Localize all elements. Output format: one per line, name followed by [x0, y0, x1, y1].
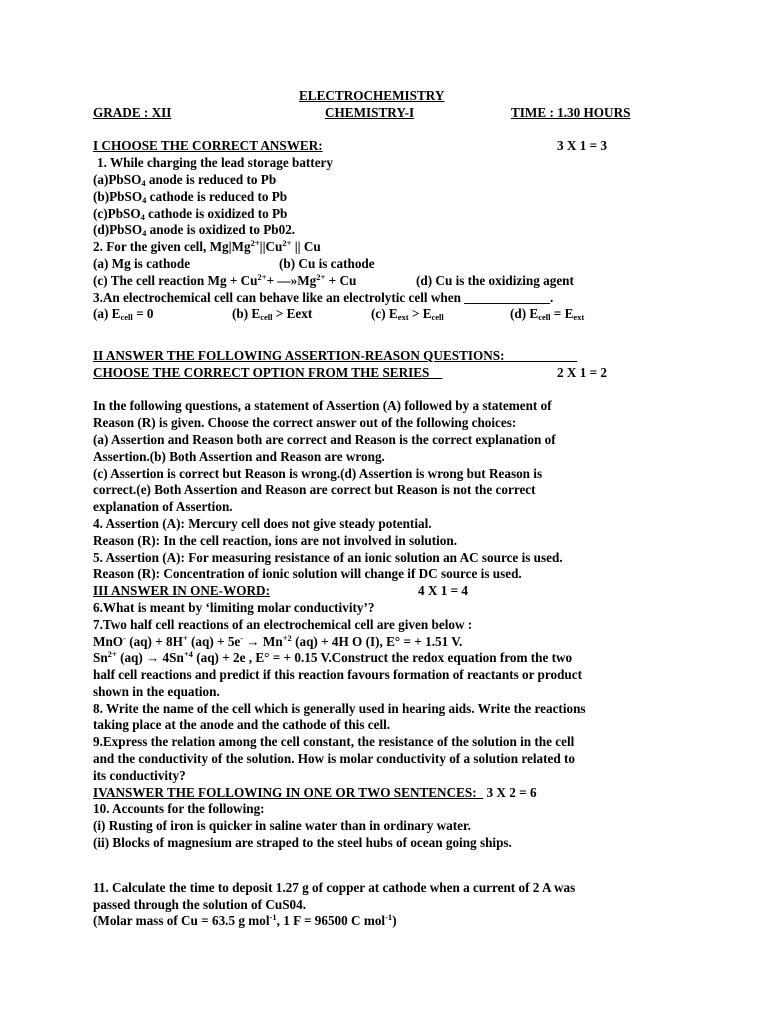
q1-stem: 1. While charging the lead storage battery	[97, 155, 334, 171]
time-label: TIME : 1.30 HOURS	[511, 104, 631, 120]
section2-heading-line-2	[93, 365, 683, 382]
section1-marks: 3 X 1 = 3	[557, 138, 608, 154]
q1-option-d: (d)PbSO$_4$ anode is oxidized to Pb02.	[93, 222, 296, 239]
q8-line: 8. Write the name of the cell which is generally used in hearing aids. Write the reactions	[93, 700, 586, 716]
q7-line-4: shown in the equation.	[93, 683, 220, 699]
q1-option-a: (a)PbSO$_4$ anode is reduced to Pb	[93, 171, 277, 188]
q3-option-a: (a) $E_{cell} = 0$	[93, 306, 154, 323]
q7-equation-1: MnO- (aq) + 8H+ $(aq) + 5e^- \to Mn^{+2}$ (aq) + 4H O (I), E° = + 1.51 V.	[93, 632, 463, 649]
q6: 6.What is meant by ‘limiting molar conductivity’?	[93, 599, 375, 615]
q3-option-d: (d) $E_{cell} = E_{ext}$	[510, 306, 585, 323]
q2-option-d: (d) Cu is the oxidizing agent	[416, 272, 574, 288]
q3-options	[93, 306, 683, 323]
q1-option-b: (b)PbSO$_4$ cathode is reduced to Pb	[93, 188, 288, 205]
q3-stem: 3.An electrochemical cell can behave like an electrolytic cell when _____________.	[93, 289, 554, 305]
q5-reason: Reason (R): Concentration of ionic solution will change if DC source is used.	[93, 566, 522, 582]
q11-line-2: passed through the solution of CuS04.	[93, 896, 307, 912]
question-paper	[93, 88, 683, 930]
q10-line: 10. Accounts for the following:	[93, 801, 265, 817]
instruction-line: In the following questions, a statement of Assertion (A) followed by a statement of	[93, 398, 552, 414]
q7-line-3: half cell reactions and predict if this reaction favours formation of reactants or product	[93, 667, 582, 683]
section4-heading: IVANSWER THE FOLLOWING IN ONE OR TWO SENTENCES:	[93, 784, 484, 800]
q4-assertion: 4. Assertion (A): Mercury cell does not give steady potential.	[93, 515, 432, 531]
header-info-line	[93, 105, 683, 122]
q7-intro: 7.Two half cell reactions of an electrochemical cell are given below :	[93, 616, 473, 632]
q3-option-b: (b) $E_{cell}$ > Eext	[232, 306, 313, 323]
section3-heading: III ANSWER IN ONE-WORD:	[93, 583, 270, 599]
section2-heading-2: CHOOSE THE CORRECT OPTION FROM THE SERIES	[93, 364, 443, 380]
assertion-instructions	[93, 398, 683, 516]
q3-option-c: (c) $E_{ext} > E_{cell}$	[371, 306, 444, 323]
instruction-line: (c) Assertion is correct but Reason is wrong.(d) Assertion is wrong but Reason is	[93, 465, 543, 481]
paper-label: CHEMISTRY-I	[325, 104, 415, 120]
subject-title: ELECTROCHEMISTRY	[299, 88, 445, 103]
q2-options-cd	[93, 273, 683, 290]
q7-equation-2: $Sn^{2+}$ $(aq) \to 4Sn^{+4}$ (aq) + 2e , E° = + 0.15 V.Construct the redox equation from the two	[93, 649, 573, 666]
q2-option-c: (c) The cell reaction $Mg + Cu^{2+}+$ $—»Mg^{2+} + Cu$	[93, 271, 357, 288]
section4-heading-line	[93, 785, 683, 802]
instruction-line: Assertion.(b) Both Assertion and Reason are wrong.	[93, 448, 385, 464]
q10-line: (i) Rusting of iron is quicker in saline water than in ordinary water.	[93, 818, 471, 834]
q11-line-1: 11. Calculate the time to deposit 1.27 g of copper at cathode when a current of 2 A was	[93, 879, 576, 895]
q9-line: 9.Express the relation among the cell constant, the resistance of the solution in the cell	[93, 734, 575, 750]
q9-line: its conductivity?	[93, 767, 186, 783]
q2-options-ab	[93, 256, 683, 273]
section3-marks: 4 X 1 = 4	[418, 583, 469, 599]
q1-option-c: (c)PbSO$_4$ cathode is oxidized to Pb	[93, 205, 288, 222]
q2-option-b: (b) Cu is cathode	[279, 255, 375, 271]
section3-heading-line	[93, 583, 683, 600]
section1-heading-line	[93, 138, 683, 155]
section4-marks: 3 X 2 = 6	[483, 784, 537, 800]
section1-heading: I CHOOSE THE CORRECT ANSWER:	[93, 138, 323, 154]
instruction-line: Reason (R) is given. Choose the correct answer out of the following choices:	[93, 415, 517, 431]
instruction-line: (a) Assertion and Reason both are correct and Reason is the correct explanation of	[93, 431, 556, 447]
q10-line: (ii) Blocks of magnesium are straped to the steel hubs of ocean going ships.	[93, 835, 512, 851]
section2-marks: 2 X 1 = 2	[557, 364, 608, 380]
q4-reason: Reason (R): In the cell reaction, ions are not involved in solution.	[93, 532, 458, 548]
q2-stem: 2. For the given cell, $Mg|Mg^{2+}||Cu^{2+}$ || Cu	[93, 238, 321, 255]
grade-label: GRADE : XII	[93, 104, 172, 120]
q8-line: taking place at the anode and the cathode of this cell.	[93, 717, 391, 733]
q5-assertion: 5. Assertion (A): For measuring resistance of an ionic solution an AC source is used.	[93, 549, 563, 565]
instruction-line: explanation of Assertion.	[93, 499, 233, 515]
header-title-line	[93, 88, 683, 105]
q9-line: and the conductivity of the solution. How is molar conductivity of a solution related to	[93, 751, 575, 767]
q2-option-a: (a) Mg is cathode	[93, 255, 191, 271]
section2-heading-1: II ANSWER THE FOLLOWING ASSERTION-REASON QUESTIONS:___________	[93, 347, 578, 363]
q11-line-3: (Molar mass of Cu = 63.5 g mol$^{-1}$, 1 F = 96500 C mol$^{-1}$)	[93, 912, 397, 929]
instruction-line: correct.(e) Both Assertion and Reason are correct but Reason is not the correct	[93, 482, 536, 498]
